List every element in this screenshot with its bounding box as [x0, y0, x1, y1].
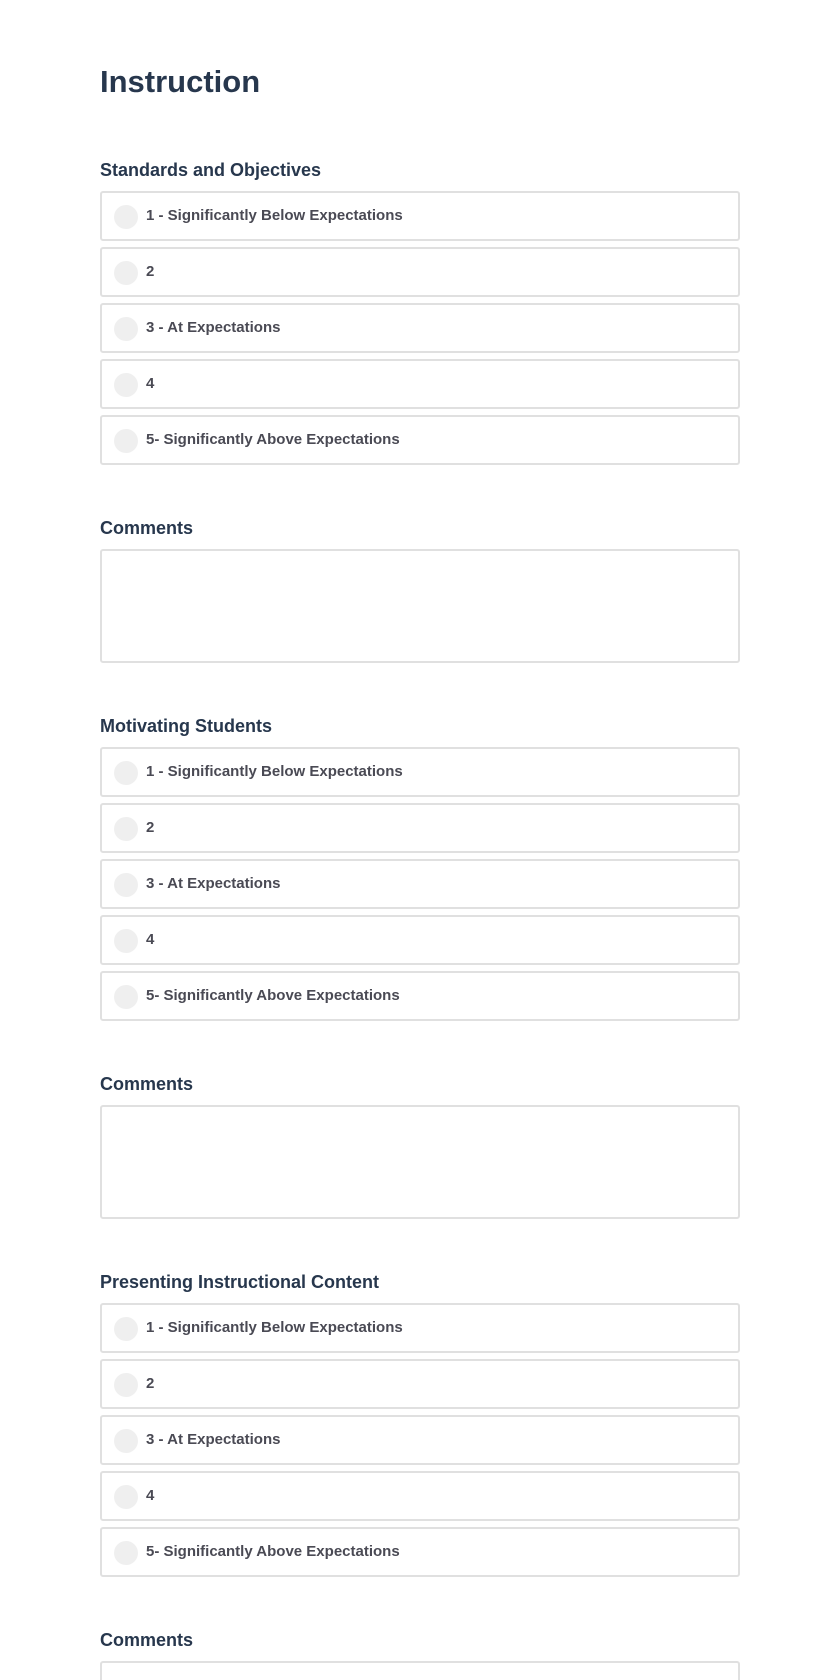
rating-option-1[interactable]: [100, 747, 740, 797]
rating-option-4[interactable]: [100, 1471, 740, 1521]
rating-option-label: 2: [146, 1375, 155, 1392]
comments-input[interactable]: [100, 1105, 740, 1219]
rating-option-5[interactable]: [100, 415, 740, 465]
radio-circle-icon[interactable]: [114, 205, 138, 229]
radio-circle-icon[interactable]: [114, 1485, 138, 1509]
section-title: Presenting Instructional Content: [100, 1272, 380, 1292]
radio-circle-icon[interactable]: [114, 817, 138, 841]
rating-option-label: 4: [146, 375, 155, 392]
radio-circle-icon[interactable]: [114, 429, 138, 453]
rating-option-label: 1 - Significantly Below Expectations: [146, 1319, 403, 1336]
rating-option-label: 5- Significantly Above Expectations: [146, 431, 400, 448]
radio-circle-icon[interactable]: [114, 873, 138, 897]
rating-option-3[interactable]: [100, 859, 740, 909]
section-standards-and-objectives: [100, 159, 740, 663]
section-presenting-instructional-content: [100, 1271, 740, 1680]
rating-option-1[interactable]: [100, 191, 740, 241]
section-title: Standards and Objectives: [100, 160, 322, 180]
rating-option-2[interactable]: [100, 803, 740, 853]
comments-label: Comments: [100, 1074, 194, 1094]
radio-circle-icon[interactable]: [114, 761, 138, 785]
radio-circle-icon[interactable]: [114, 929, 138, 953]
rating-option-4[interactable]: [100, 915, 740, 965]
rating-option-3[interactable]: [100, 1415, 740, 1465]
rating-option-label: 1 - Significantly Below Expectations: [146, 207, 403, 224]
rating-option-5[interactable]: [100, 1527, 740, 1577]
radio-circle-icon[interactable]: [114, 373, 138, 397]
rating-option-4[interactable]: [100, 359, 740, 409]
rating-option-label: 2: [146, 263, 155, 280]
rating-option-label: 2: [146, 819, 155, 836]
radio-circle-icon[interactable]: [114, 985, 138, 1009]
comments-label: Comments: [100, 1630, 194, 1650]
section-title: Motivating Students: [100, 716, 272, 736]
rating-option-label: 4: [146, 1487, 155, 1504]
rating-option-label: 1 - Significantly Below Expectations: [146, 763, 403, 780]
comments-input[interactable]: [100, 549, 740, 663]
comments-input[interactable]: [100, 1661, 740, 1680]
rating-option-1[interactable]: [100, 1303, 740, 1353]
radio-circle-icon[interactable]: [114, 1373, 138, 1397]
rating-option-label: 3 - At Expectations: [146, 319, 281, 336]
section-motivating-students: [100, 715, 740, 1219]
radio-circle-icon[interactable]: [114, 1541, 138, 1565]
rating-option-5[interactable]: [100, 971, 740, 1021]
rating-option-2[interactable]: [100, 247, 740, 297]
comments-label: Comments: [100, 518, 194, 538]
page-title: Instruction: [100, 64, 261, 99]
rating-option-2[interactable]: [100, 1359, 740, 1409]
radio-circle-icon[interactable]: [114, 317, 138, 341]
rating-option-label: 4: [146, 931, 155, 948]
rating-option-3[interactable]: [100, 303, 740, 353]
rating-option-label: 3 - At Expectations: [146, 1431, 281, 1448]
radio-circle-icon[interactable]: [114, 1317, 138, 1341]
rating-option-label: 3 - At Expectations: [146, 875, 281, 892]
rating-option-label: 5- Significantly Above Expectations: [146, 1543, 400, 1560]
radio-circle-icon[interactable]: [114, 261, 138, 285]
rating-option-label: 5- Significantly Above Expectations: [146, 987, 400, 1004]
radio-circle-icon[interactable]: [114, 1429, 138, 1453]
